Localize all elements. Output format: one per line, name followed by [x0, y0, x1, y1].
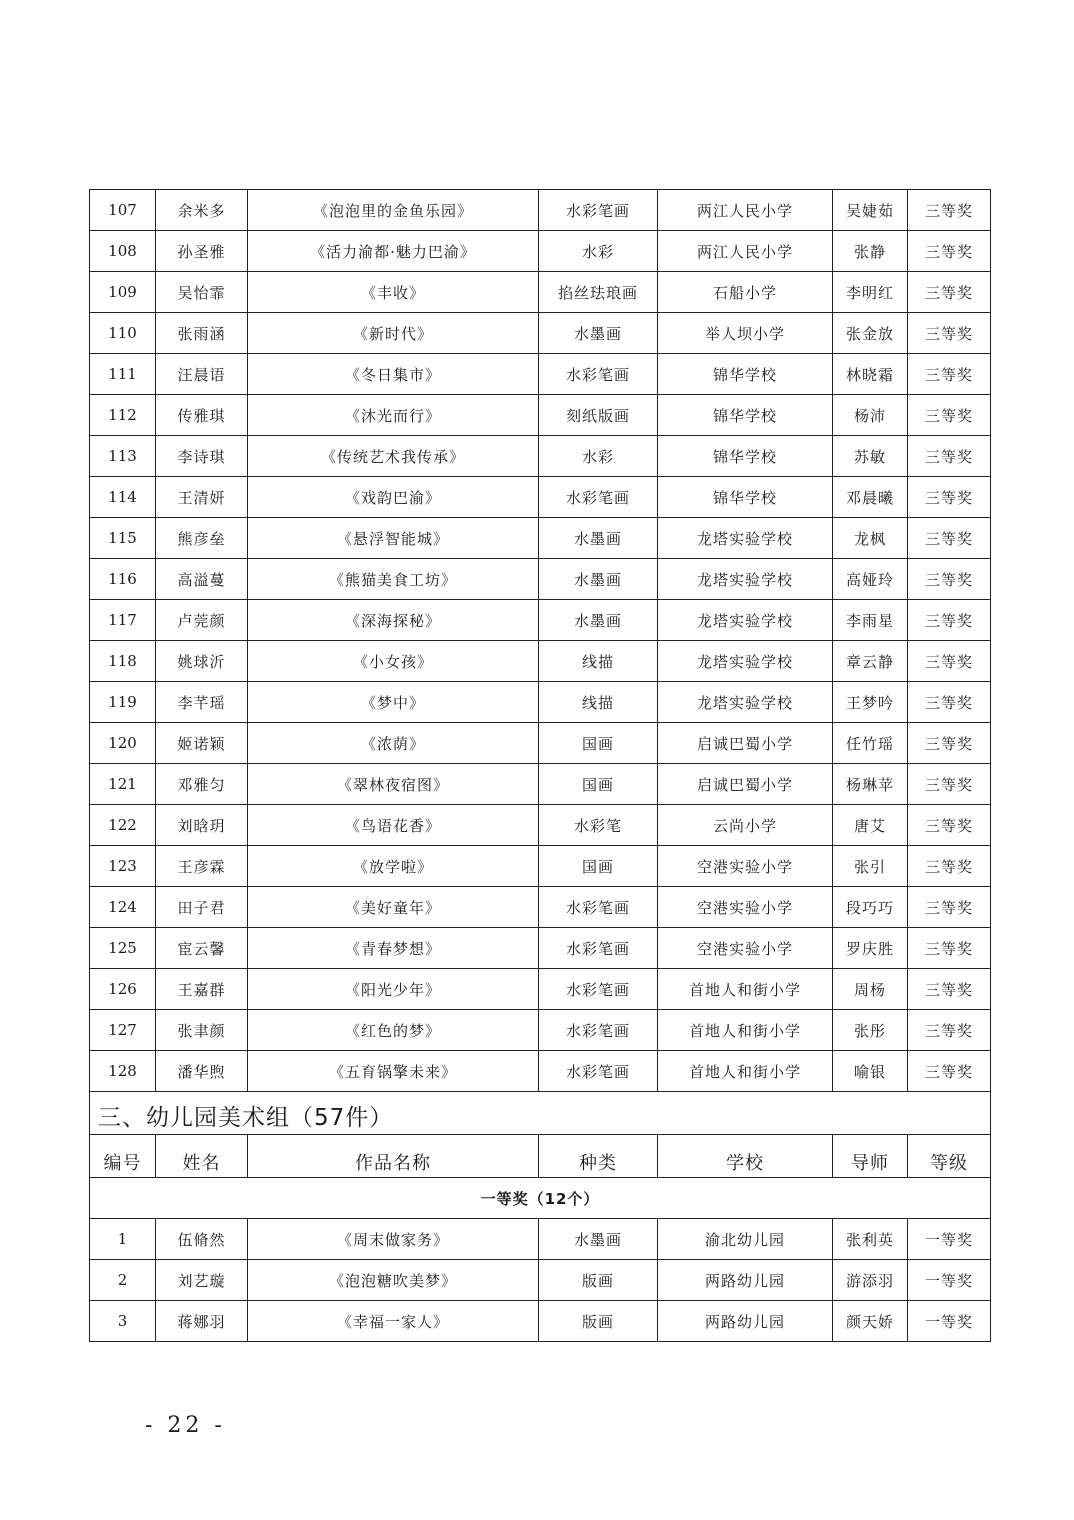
- cell-no: 107: [90, 190, 156, 231]
- cell-school: 启诚巴蜀小学: [658, 764, 833, 805]
- cell-school: 首地人和街小学: [658, 1010, 833, 1051]
- cell-school: 两路幼儿园: [658, 1260, 833, 1301]
- cell-title: 《浓荫》: [248, 723, 539, 764]
- cell-level: 三等奖: [908, 600, 991, 641]
- cell-school: 龙塔实验学校: [658, 641, 833, 682]
- cell-level: 三等奖: [908, 518, 991, 559]
- table-row: [90, 559, 991, 600]
- cell-type: 水彩笔画: [539, 1010, 658, 1051]
- cell-level: 三等奖: [908, 969, 991, 1010]
- cell-title: 《悬浮智能城》: [248, 518, 539, 559]
- cell-type: 版画: [539, 1260, 658, 1301]
- cell-name: 熊彦垒: [156, 518, 248, 559]
- cell-type: 水彩笔画: [539, 190, 658, 231]
- cell-title: 《幸福一家人》: [248, 1301, 539, 1342]
- cell-name: 孙圣雅: [156, 231, 248, 272]
- cell-teacher: 段巧巧: [833, 887, 908, 928]
- cell-teacher: 杨琳苹: [833, 764, 908, 805]
- cell-name: 传雅琪: [156, 395, 248, 436]
- cell-title: 《放学啦》: [248, 846, 539, 887]
- cell-teacher: 苏敏: [833, 436, 908, 477]
- cell-name: 王清妍: [156, 477, 248, 518]
- cell-teacher: 游添羽: [833, 1260, 908, 1301]
- cell-name: 姚球沂: [156, 641, 248, 682]
- cell-type: 水墨画: [539, 518, 658, 559]
- cell-level: 三等奖: [908, 436, 991, 477]
- table-row: [90, 641, 991, 682]
- cell-type: 线描: [539, 682, 658, 723]
- cell-no: 1: [90, 1219, 156, 1260]
- section-title-row: [90, 1092, 991, 1135]
- cell-name: 李诗琪: [156, 436, 248, 477]
- cell-teacher: 喻银: [833, 1051, 908, 1092]
- table-row: [90, 805, 991, 846]
- table-row: [90, 313, 991, 354]
- cell-no: 124: [90, 887, 156, 928]
- table-row: [90, 1260, 991, 1301]
- cell-type: 水彩笔画: [539, 887, 658, 928]
- table-row: [90, 600, 991, 641]
- cell-teacher: 张利英: [833, 1219, 908, 1260]
- section-kindergarten: [90, 1092, 991, 1219]
- cell-type: 水墨画: [539, 313, 658, 354]
- award-subheader: 一等奖（12个）: [90, 1178, 991, 1219]
- cell-school: 锦华学校: [658, 477, 833, 518]
- cell-school: 两江人民小学: [658, 231, 833, 272]
- cell-level: 三等奖: [908, 641, 991, 682]
- cell-no: 111: [90, 354, 156, 395]
- cell-name: 宦云馨: [156, 928, 248, 969]
- cell-type: 水墨画: [539, 1219, 658, 1260]
- cell-no: 116: [90, 559, 156, 600]
- cell-school: 两路幼儿园: [658, 1301, 833, 1342]
- cell-title: 《青春梦想》: [248, 928, 539, 969]
- header-type: 种类: [539, 1135, 658, 1178]
- cell-school: 锦华学校: [658, 436, 833, 477]
- cell-no: 117: [90, 600, 156, 641]
- table-row: [90, 723, 991, 764]
- cell-school: 石船小学: [658, 272, 833, 313]
- cell-teacher: 罗庆胜: [833, 928, 908, 969]
- cell-no: 109: [90, 272, 156, 313]
- cell-title: 《小女孩》: [248, 641, 539, 682]
- cell-no: 118: [90, 641, 156, 682]
- cell-name: 姬诺颖: [156, 723, 248, 764]
- cell-teacher: 颜天娇: [833, 1301, 908, 1342]
- cell-school: 首地人和街小学: [658, 969, 833, 1010]
- table-body-bottom: [90, 1219, 991, 1342]
- cell-level: 三等奖: [908, 395, 991, 436]
- cell-teacher: 周杨: [833, 969, 908, 1010]
- table-row: [90, 1010, 991, 1051]
- cell-title: 《新时代》: [248, 313, 539, 354]
- cell-school: 龙塔实验学校: [658, 682, 833, 723]
- cell-teacher: 张金放: [833, 313, 908, 354]
- cell-title: 《周末做家务》: [248, 1219, 539, 1260]
- cell-title: 《沐光而行》: [248, 395, 539, 436]
- cell-level: 一等奖: [908, 1219, 991, 1260]
- cell-name: 汪晨语: [156, 354, 248, 395]
- cell-school: 龙塔实验学校: [658, 600, 833, 641]
- cell-no: 3: [90, 1301, 156, 1342]
- cell-title: 《五育锅擎未来》: [248, 1051, 539, 1092]
- award-table: [89, 189, 991, 1342]
- table-row: [90, 436, 991, 477]
- cell-school: 首地人和街小学: [658, 1051, 833, 1092]
- cell-type: 水彩笔画: [539, 928, 658, 969]
- cell-school: 两江人民小学: [658, 190, 833, 231]
- cell-level: 三等奖: [908, 928, 991, 969]
- cell-teacher: 吴婕茹: [833, 190, 908, 231]
- cell-level: 三等奖: [908, 313, 991, 354]
- cell-title: 《美好童年》: [248, 887, 539, 928]
- cell-school: 空港实验小学: [658, 846, 833, 887]
- cell-name: 卢莞颜: [156, 600, 248, 641]
- cell-name: 刘晗玥: [156, 805, 248, 846]
- cell-title: 《深海探秘》: [248, 600, 539, 641]
- cell-type: 水墨画: [539, 600, 658, 641]
- cell-level: 三等奖: [908, 887, 991, 928]
- cell-type: 水彩: [539, 231, 658, 272]
- cell-teacher: 章云静: [833, 641, 908, 682]
- cell-level: 三等奖: [908, 354, 991, 395]
- cell-level: 一等奖: [908, 1301, 991, 1342]
- cell-type: 国画: [539, 846, 658, 887]
- cell-no: 121: [90, 764, 156, 805]
- cell-level: 三等奖: [908, 764, 991, 805]
- cell-no: 113: [90, 436, 156, 477]
- cell-type: 线描: [539, 641, 658, 682]
- cell-type: 水彩笔: [539, 805, 658, 846]
- table-row: [90, 190, 991, 231]
- cell-no: 119: [90, 682, 156, 723]
- cell-teacher: 龙枫: [833, 518, 908, 559]
- table-row: [90, 477, 991, 518]
- cell-name: 田子君: [156, 887, 248, 928]
- cell-level: 三等奖: [908, 723, 991, 764]
- cell-school: 云尚小学: [658, 805, 833, 846]
- header-name: 姓名: [156, 1135, 248, 1178]
- cell-no: 108: [90, 231, 156, 272]
- cell-title: 《活力渝都·魅力巴渝》: [248, 231, 539, 272]
- cell-level: 三等奖: [908, 231, 991, 272]
- cell-name: 邓雅匀: [156, 764, 248, 805]
- table-row: [90, 272, 991, 313]
- cell-level: 一等奖: [908, 1260, 991, 1301]
- cell-no: 2: [90, 1260, 156, 1301]
- cell-title: 《戏韵巴渝》: [248, 477, 539, 518]
- table-row: [90, 1219, 991, 1260]
- cell-type: 国画: [539, 723, 658, 764]
- cell-title: 《泡泡糖吹美梦》: [248, 1260, 539, 1301]
- cell-no: 112: [90, 395, 156, 436]
- cell-teacher: 李雨星: [833, 600, 908, 641]
- table-row: [90, 682, 991, 723]
- cell-teacher: 任竹瑶: [833, 723, 908, 764]
- cell-school: 举人坝小学: [658, 313, 833, 354]
- cell-school: 启诚巴蜀小学: [658, 723, 833, 764]
- cell-name: 蒋娜羽: [156, 1301, 248, 1342]
- cell-type: 水彩笔画: [539, 354, 658, 395]
- cell-title: 《梦中》: [248, 682, 539, 723]
- cell-teacher: 林晓霜: [833, 354, 908, 395]
- header-level: 等级: [908, 1135, 991, 1178]
- table-row: [90, 887, 991, 928]
- cell-teacher: 张引: [833, 846, 908, 887]
- cell-school: 锦华学校: [658, 395, 833, 436]
- cell-teacher: 唐艾: [833, 805, 908, 846]
- cell-type: 刻纸版画: [539, 395, 658, 436]
- cell-name: 王彦霖: [156, 846, 248, 887]
- cell-level: 三等奖: [908, 477, 991, 518]
- cell-type: 水彩笔画: [539, 1051, 658, 1092]
- cell-school: 锦华学校: [658, 354, 833, 395]
- page-number: - 22 -: [145, 1413, 226, 1438]
- cell-school: 龙塔实验学校: [658, 518, 833, 559]
- cell-type: 水彩笔画: [539, 969, 658, 1010]
- cell-title: 《阳光少年》: [248, 969, 539, 1010]
- cell-name: 张雨涵: [156, 313, 248, 354]
- cell-type: 水墨画: [539, 559, 658, 600]
- cell-title: 《鸟语花香》: [248, 805, 539, 846]
- cell-level: 三等奖: [908, 272, 991, 313]
- cell-type: 国画: [539, 764, 658, 805]
- table-row: [90, 928, 991, 969]
- cell-name: 张聿颜: [156, 1010, 248, 1051]
- cell-title: 《翠林夜宿图》: [248, 764, 539, 805]
- cell-teacher: 张静: [833, 231, 908, 272]
- cell-no: 120: [90, 723, 156, 764]
- cell-no: 123: [90, 846, 156, 887]
- cell-title: 《冬日集市》: [248, 354, 539, 395]
- cell-no: 110: [90, 313, 156, 354]
- cell-name: 王嘉群: [156, 969, 248, 1010]
- cell-school: 龙塔实验学校: [658, 559, 833, 600]
- cell-name: 刘艺璇: [156, 1260, 248, 1301]
- cell-title: 《泡泡里的金鱼乐园》: [248, 190, 539, 231]
- cell-name: 伍脩然: [156, 1219, 248, 1260]
- cell-school: 空港实验小学: [658, 887, 833, 928]
- column-header-row: [90, 1135, 991, 1178]
- cell-no: 127: [90, 1010, 156, 1051]
- cell-title: 《红色的梦》: [248, 1010, 539, 1051]
- cell-name: 余米多: [156, 190, 248, 231]
- cell-no: 128: [90, 1051, 156, 1092]
- cell-school: 渝北幼儿园: [658, 1219, 833, 1260]
- table-row: [90, 231, 991, 272]
- header-title: 作品名称: [248, 1135, 539, 1178]
- cell-school: 空港实验小学: [658, 928, 833, 969]
- table-row: [90, 969, 991, 1010]
- cell-level: 三等奖: [908, 190, 991, 231]
- cell-no: 114: [90, 477, 156, 518]
- cell-level: 三等奖: [908, 1051, 991, 1092]
- cell-no: 122: [90, 805, 156, 846]
- cell-type: 掐丝珐琅画: [539, 272, 658, 313]
- header-teacher: 导师: [833, 1135, 908, 1178]
- table-row: [90, 354, 991, 395]
- cell-name: 高溢蔓: [156, 559, 248, 600]
- cell-teacher: 杨沛: [833, 395, 908, 436]
- cell-type: 版画: [539, 1301, 658, 1342]
- cell-name: 吴怡霏: [156, 272, 248, 313]
- cell-title: 《丰收》: [248, 272, 539, 313]
- cell-teacher: 张彤: [833, 1010, 908, 1051]
- cell-type: 水彩笔画: [539, 477, 658, 518]
- cell-title: 《熊猫美食工坊》: [248, 559, 539, 600]
- table-row: [90, 518, 991, 559]
- award-subheader-row: [90, 1178, 991, 1219]
- cell-no: 126: [90, 969, 156, 1010]
- cell-teacher: 邓晨曦: [833, 477, 908, 518]
- cell-teacher: 李明红: [833, 272, 908, 313]
- table-body-top: [90, 190, 991, 1092]
- cell-level: 三等奖: [908, 805, 991, 846]
- cell-no: 125: [90, 928, 156, 969]
- cell-teacher: 高娅玲: [833, 559, 908, 600]
- cell-name: 潘华煦: [156, 1051, 248, 1092]
- cell-teacher: 王梦吟: [833, 682, 908, 723]
- cell-level: 三等奖: [908, 1010, 991, 1051]
- cell-name: 李芊瑶: [156, 682, 248, 723]
- section-title: 三、幼儿园美术组（57件）: [90, 1092, 991, 1135]
- table-row: [90, 1051, 991, 1092]
- cell-level: 三等奖: [908, 846, 991, 887]
- header-no: 编号: [90, 1135, 156, 1178]
- header-school: 学校: [658, 1135, 833, 1178]
- cell-no: 115: [90, 518, 156, 559]
- table-row: [90, 764, 991, 805]
- cell-level: 三等奖: [908, 559, 991, 600]
- table-row: [90, 846, 991, 887]
- cell-type: 水彩: [539, 436, 658, 477]
- table-row: [90, 1301, 991, 1342]
- cell-title: 《传统艺术我传承》: [248, 436, 539, 477]
- cell-level: 三等奖: [908, 682, 991, 723]
- table-row: [90, 395, 991, 436]
